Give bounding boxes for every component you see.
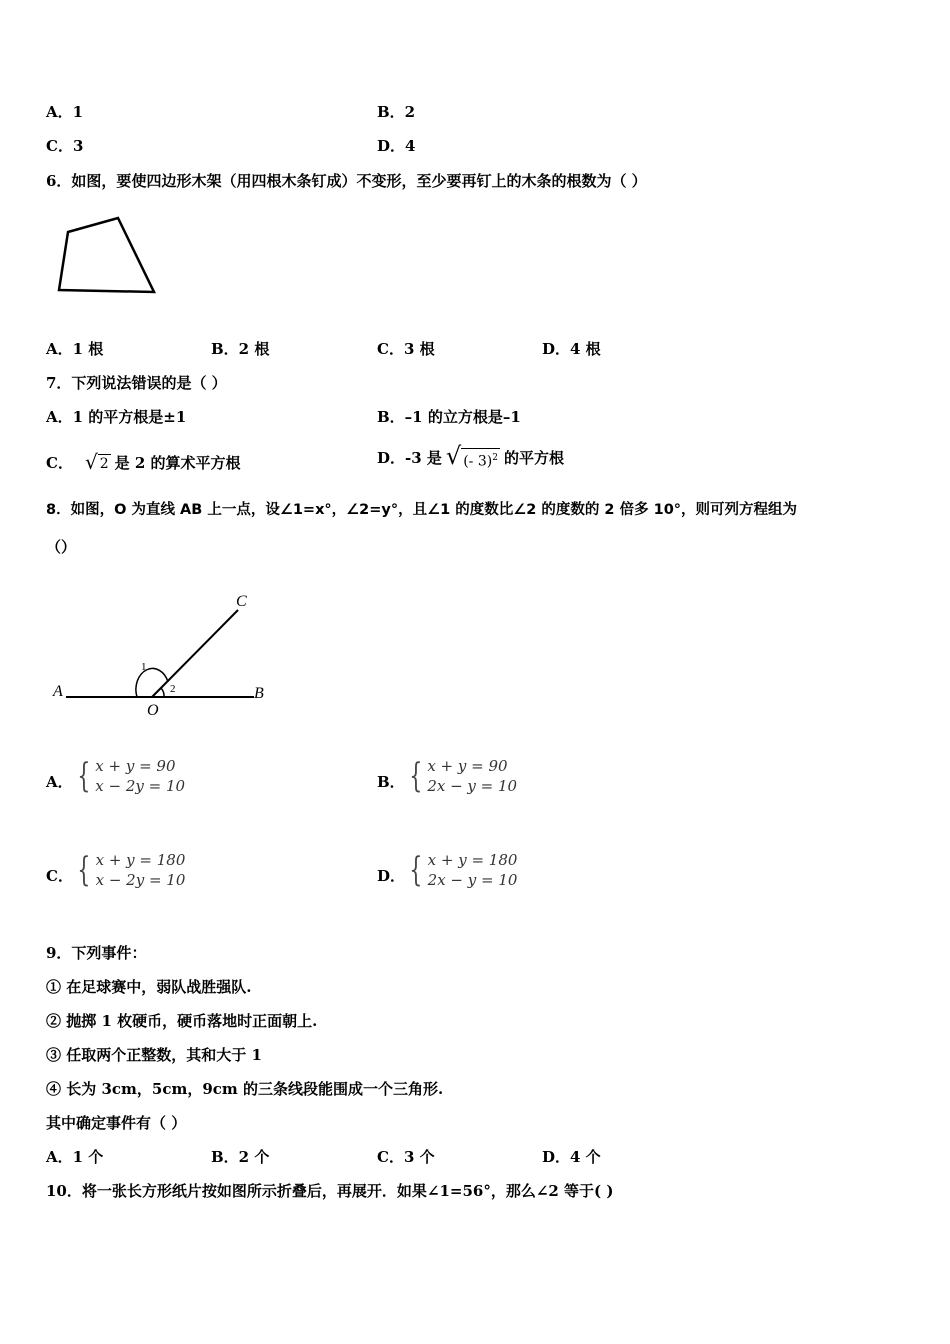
q10-stem: 10．将一张长方形纸片按如图所示折叠后，再展开．如果∠1=56°，那么∠2 等于( ) bbox=[46, 1182, 614, 1200]
q8-c-eq2: x − 2y = 10 bbox=[95, 871, 186, 889]
q5-option-d: D．4 bbox=[377, 137, 416, 155]
quadrilateral-figure bbox=[52, 212, 162, 298]
q8-a-eq1: x + y = 90 bbox=[95, 757, 176, 775]
sqrt-symbol: √ 2 bbox=[84, 450, 109, 474]
q8-option-d bbox=[377, 850, 517, 890]
q8-option-b-label: B． bbox=[377, 773, 405, 791]
brace-icon: { bbox=[409, 756, 422, 796]
q7-stem: 7．下列说法错误的是（ ） bbox=[46, 374, 227, 392]
q8-d-eq2: 2x − y = 10 bbox=[427, 871, 518, 889]
q5-option-c: C．3 bbox=[46, 137, 84, 155]
q9-option-d: D．4 个 bbox=[542, 1148, 601, 1166]
q8-option-a bbox=[46, 756, 185, 796]
q9-option-a: A．1 个 bbox=[46, 1148, 104, 1166]
q7-option-d-label: D．-3 是 bbox=[377, 449, 442, 468]
q9-option-b: B．2 个 bbox=[211, 1148, 270, 1166]
q8-b-eq1: x + y = 90 bbox=[427, 757, 508, 775]
point-c-label: C bbox=[236, 593, 247, 610]
point-b-label: B bbox=[254, 685, 264, 702]
q9-event-2: ② 抛掷 1 枚硬币，硬币落地时正面朝上. bbox=[46, 1012, 318, 1030]
q6-option-c: C．3 根 bbox=[377, 340, 435, 358]
q8-a-eq2: x − 2y = 10 bbox=[95, 777, 186, 795]
q7-option-d-text: 的平方根 bbox=[503, 449, 564, 468]
q5-option-b: B．2 bbox=[377, 103, 416, 121]
q6-option-d: D．4 根 bbox=[542, 340, 601, 358]
point-a-label: A bbox=[53, 683, 63, 700]
q9-event-4: ④ 长为 3cm，5cm，9cm 的三条线段能围成一个三角形. bbox=[46, 1080, 444, 1098]
q7-option-a: A．1 的平方根是±1 bbox=[46, 408, 187, 426]
brace-icon: { bbox=[76, 756, 90, 796]
q9-option-c: C．3 个 bbox=[377, 1148, 435, 1166]
q8-option-c-label: C． bbox=[46, 867, 73, 885]
brace-icon: { bbox=[77, 850, 91, 890]
q7-option-d bbox=[377, 442, 564, 471]
brace-icon: { bbox=[409, 850, 423, 890]
q8-option-c bbox=[46, 850, 185, 890]
q8-option-a-label: A． bbox=[46, 773, 73, 791]
q8-d-eq1: x + y = 180 bbox=[427, 851, 518, 869]
q6-option-a: A．1 根 bbox=[46, 340, 104, 358]
q8-c-eq1: x + y = 180 bbox=[95, 851, 186, 869]
q8-stem-line1: 8．如图，O 为直线 AB 上一点，设∠1=x°，∠2=y°，且∠1 的度数比∠2 的度数的 2 倍多 10°，则可列方程组为 bbox=[46, 502, 798, 518]
q8-option-b bbox=[377, 756, 517, 796]
q7-option-b: B．–1 的立方根是–1 bbox=[377, 408, 521, 426]
q7-d-radicand: (- 3) bbox=[463, 453, 493, 470]
angle-1-label: 1 bbox=[141, 661, 147, 673]
q7-option-c-label: C． bbox=[46, 453, 73, 472]
q7-option-c bbox=[46, 452, 241, 473]
q6-option-b: B．2 根 bbox=[211, 340, 270, 358]
q8-option-d-label: D． bbox=[377, 867, 406, 885]
q6-stem: 6．如图，要使四边形木架（用四根木条钉成）不变形，至少要再钉上的木条的根数为（ ） bbox=[46, 172, 647, 190]
q9-event-1: ① 在足球赛中，弱队战胜强队. bbox=[46, 978, 252, 996]
q7-option-c-text: 是 2 的算术平方根 bbox=[114, 453, 241, 472]
q9-stem: 9．下列事件： bbox=[46, 944, 147, 962]
point-o-label: O bbox=[147, 702, 159, 719]
q5-option-a: A．1 bbox=[46, 103, 84, 121]
q8-b-eq2: 2x − y = 10 bbox=[427, 777, 518, 795]
sqrt-symbol: √ (- 3)$^2$ bbox=[445, 442, 498, 470]
q9-question: 其中确定事件有（ ） bbox=[46, 1114, 187, 1132]
angle-figure bbox=[48, 584, 273, 724]
q7-d-exponent: 2 bbox=[492, 453, 498, 463]
angle-2-label: 2 bbox=[170, 683, 176, 695]
q9-event-3: ③ 任取两个正整数，其和大于 1 bbox=[46, 1046, 262, 1064]
q8-stem-line2: （） bbox=[46, 538, 77, 556]
q7-c-radicand: 2 bbox=[99, 456, 109, 472]
